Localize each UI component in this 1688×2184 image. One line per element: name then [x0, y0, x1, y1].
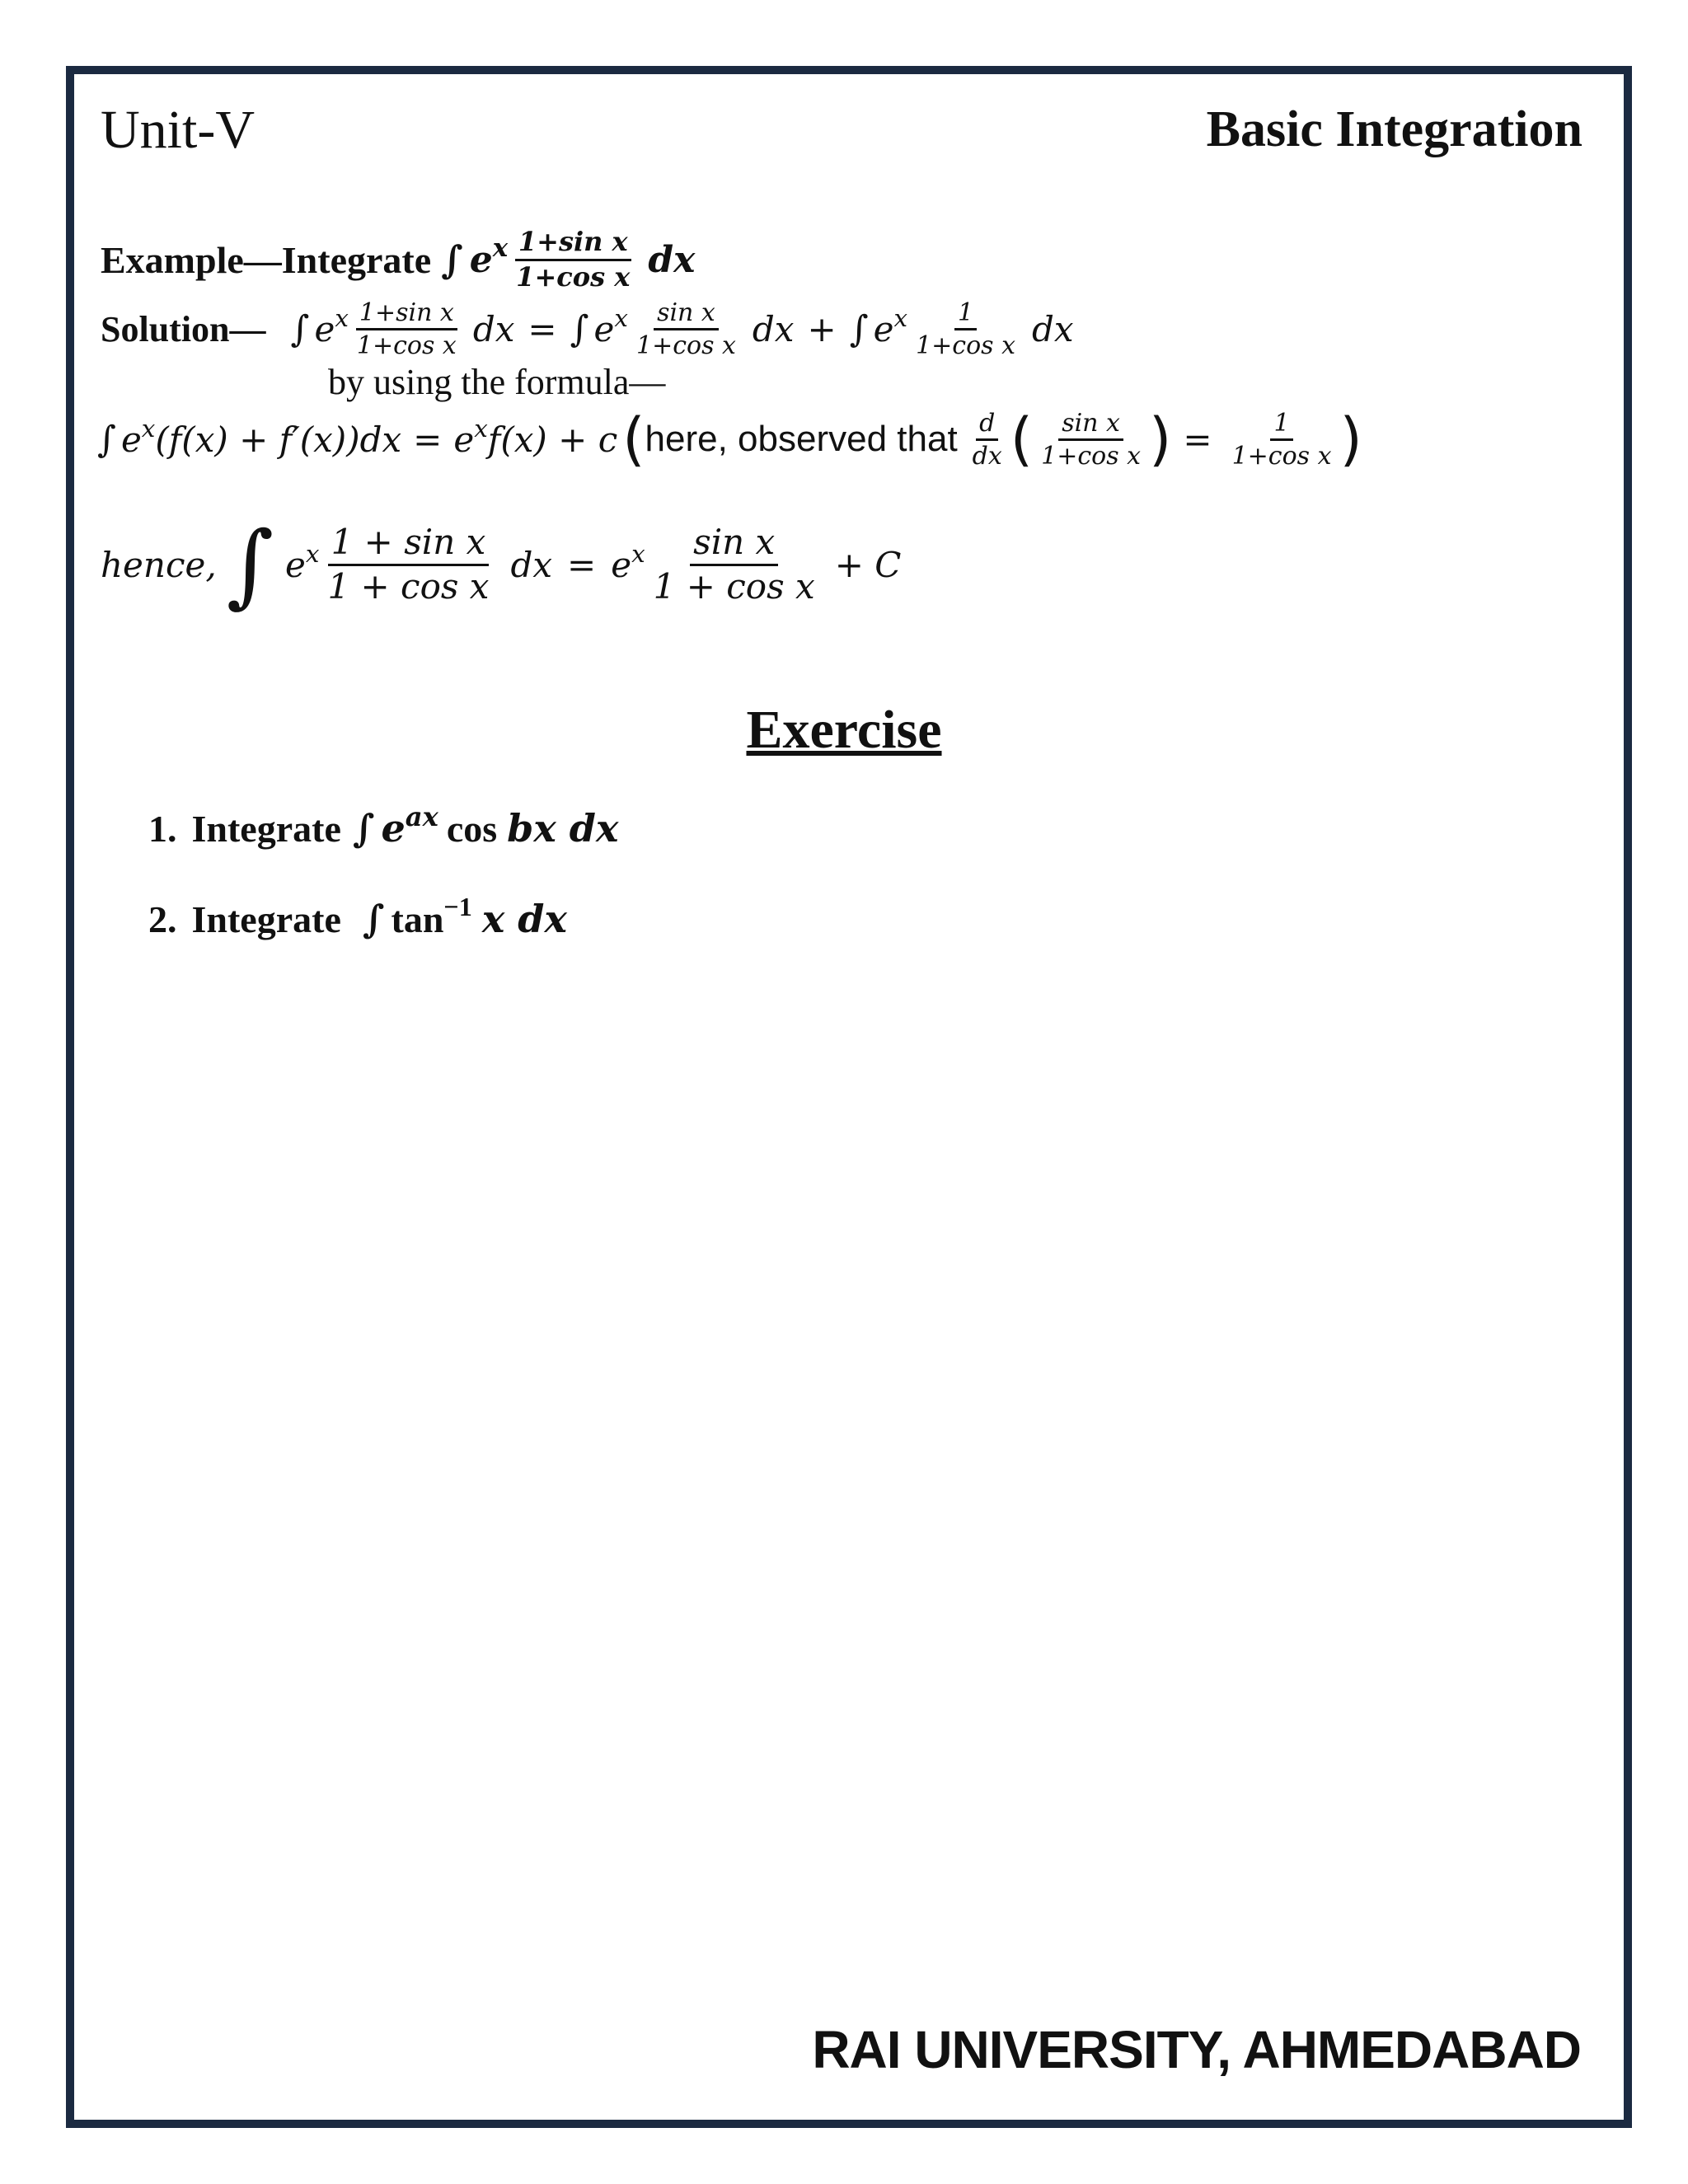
fraction-numerator: 1+sin x: [515, 227, 631, 260]
hence-result-fraction: [650, 523, 818, 605]
fraction-denominator: 1 + cos x: [653, 565, 815, 607]
exp-base: $e^x$: [453, 414, 488, 460]
fraction-denominator: 1+cos x: [1231, 441, 1332, 471]
solution-fraction-3: [912, 299, 1019, 359]
differential: dx: [1032, 308, 1074, 349]
equals-sign: =: [528, 308, 557, 349]
fraction-numerator: sin x: [654, 299, 719, 330]
equals-sign: =: [413, 419, 443, 460]
integral-sign: ∫: [441, 237, 463, 282]
topic-title: Basic Integration: [1206, 101, 1582, 157]
fraction-denominator: 1 + cos x: [327, 565, 490, 607]
exp-base: $e^x$: [314, 303, 349, 349]
formula-note: here, observed that: [645, 419, 958, 459]
close-paren: ): [1149, 405, 1172, 473]
derivative-operator: [969, 410, 1006, 470]
fraction-numerator: 1: [1270, 410, 1292, 441]
item-number: 1.: [148, 807, 177, 850]
exercise-heading: Exercise: [746, 700, 942, 760]
fraction-denominator: 1+cos x: [1041, 441, 1142, 471]
function-name: $\tan^{-1}$: [391, 892, 472, 940]
item-label: Integrate: [191, 898, 341, 940]
equals-sign: =: [567, 544, 597, 585]
example-label: Example—Integrate: [101, 238, 432, 281]
solution-fraction-1: [354, 299, 460, 359]
page-border: [66, 66, 1632, 2128]
integral-sign: ∫: [226, 512, 274, 617]
solution-fraction-2: [633, 299, 739, 359]
formula-inner: (f(x) + f′(x))dx: [155, 419, 402, 460]
fraction-numerator: d: [976, 410, 998, 441]
integral-sign: ∫: [97, 418, 116, 461]
fraction-denominator: 1+cos x: [356, 330, 457, 360]
open-paren: (: [622, 405, 645, 473]
fraction-denominator: 1+cos x: [635, 330, 736, 360]
function-name: cos: [446, 807, 498, 850]
differential: dx: [648, 238, 696, 281]
exp-base: $e^x$: [120, 414, 156, 460]
note-fraction: [1038, 410, 1144, 470]
note-result-fraction: [1229, 410, 1335, 470]
integral-sign: ∫: [570, 307, 589, 350]
integral-sign: ∫: [290, 307, 310, 350]
item-label: Integrate: [191, 807, 341, 850]
integral-sign: ∫: [362, 897, 385, 941]
example-line: [101, 223, 695, 297]
footer-institution: RAI UNIVERSITY, AHMEDABAD: [812, 2020, 1581, 2079]
exp-base: $e^x$: [285, 539, 320, 585]
constant-term: + C: [834, 544, 902, 585]
formula-rhs: f(x) + c: [487, 419, 618, 460]
integral-sign: ∫: [849, 307, 869, 350]
equals-sign: =: [1183, 419, 1212, 460]
exp-base: $e^x$: [469, 233, 509, 281]
exp-base: $e^x$: [611, 539, 645, 585]
open-paren: (: [1010, 405, 1034, 473]
exp-base: $e^{ax}$: [381, 800, 438, 851]
close-paren: ): [1339, 405, 1362, 473]
exp-base: $e^x$: [593, 303, 628, 349]
example-fraction: [513, 227, 633, 291]
integral-sign: ∫: [352, 806, 375, 851]
solution-line: [101, 292, 1074, 366]
fraction-numerator: 1+sin x: [356, 299, 457, 330]
formula-intro: by using the formula—: [328, 362, 666, 402]
exercise-item: [148, 890, 567, 948]
hence-fraction: [324, 523, 492, 605]
unit-label: Unit-V: [101, 100, 255, 160]
item-number: 2.: [148, 898, 177, 940]
fraction-numerator: sin x: [690, 523, 778, 565]
solution-label: Solution—: [101, 308, 266, 349]
item-tail: x dx: [481, 897, 567, 941]
differential: dx: [472, 308, 515, 349]
differential: dx: [510, 544, 553, 585]
hence-label: hence,: [101, 544, 217, 585]
fraction-denominator: 1+cos x: [516, 260, 631, 293]
exercise-item: [148, 799, 618, 857]
fraction-numerator: sin x: [1058, 410, 1123, 441]
hence-line: [101, 511, 901, 618]
exp-base: $e^x$: [873, 303, 908, 349]
fraction-numerator: 1 + sin x: [328, 523, 490, 565]
item-tail: bx dx: [507, 806, 619, 851]
formula-line: [97, 402, 1362, 476]
fraction-denominator: 1+cos x: [916, 330, 1016, 360]
fraction-denominator: dx: [972, 441, 1002, 471]
differential: dx: [752, 308, 795, 349]
plus-sign: +: [807, 308, 837, 349]
fraction-numerator: 1: [954, 299, 977, 330]
